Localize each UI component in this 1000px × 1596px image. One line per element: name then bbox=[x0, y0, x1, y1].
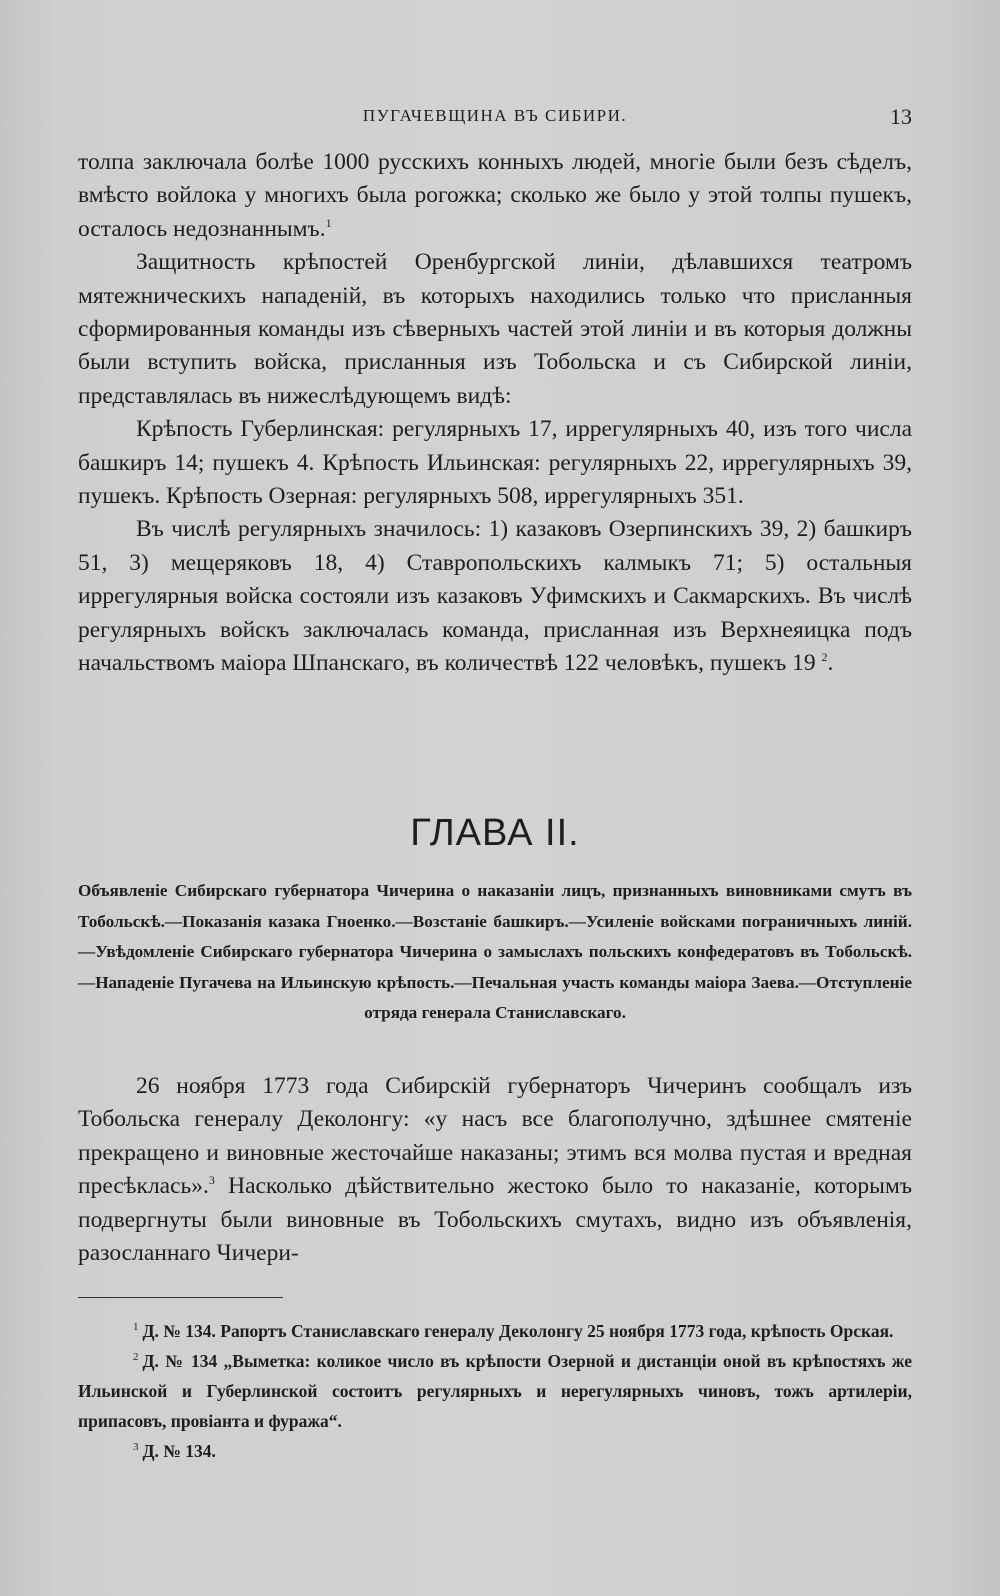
footnote-2: $^2$ Д. № 134 „Выметка: коликое число въ крѣпости Озерной и дистанціи оной въ крѣпостяхъ же Ильинской и Губерлинской состоитъ регулярныхъ и нерегулярныхъ чиновъ, тожъ артилеріи, припасовъ, провіанта и фуража“. bbox=[78, 1351, 912, 1431]
footnote-ref-1: 1 bbox=[325, 215, 332, 230]
chapter-title: ГЛАВА II. bbox=[410, 812, 580, 854]
footnotes bbox=[78, 1316, 912, 1466]
page-number: 13 bbox=[890, 104, 912, 129]
footnote-3: $^3$ Д. № 134. bbox=[133, 1441, 216, 1461]
footnote-divider bbox=[78, 1297, 283, 1298]
footnote-ref-2: 2 bbox=[821, 650, 828, 665]
footnote-1: $^1$ Д. № 134. Рапортъ Станиславскаго генералу Деколонгу 25 ноября 1773 года, крѣпость Орская. bbox=[133, 1321, 894, 1341]
paragraph-1: толпа заключала болѣе 1000 русскихъ конныхъ людей, многіе были безъ сѣделъ, вмѣсто войлока у многихъ была рогожка; сколько же было у этой толпы пушекъ, осталось недознаннымъ.$^1$ bbox=[78, 149, 912, 242]
paragraph-3: Крѣпость Губерлинская: регулярныхъ 17, иррегулярныхъ 40, изъ того числа башкиръ 14; пушекъ 4. Крѣпость Ильинская: регулярныхъ 22, иррегулярныхъ 39, пушекъ. Крѣпость Озерная: регулярныхъ 508, иррегулярныхъ 351. bbox=[78, 416, 912, 510]
main-text bbox=[78, 146, 912, 681]
paragraph-2: Защитность крѣпостей Оренбургской линіи, дѣлавшихся театромъ мятежническихъ нападеній, въ которыхъ находились только что присланныя сформированныя команды изъ сѣверныхъ частей этой линіи и въ которыя должны были вступить войска, присланныя изъ Тобольска и съ Сибирской линіи, представлялась въ нижеслѣдующемъ видѣ: bbox=[78, 249, 912, 409]
chapter-text bbox=[78, 1070, 912, 1270]
running-head: ПУГАЧЕВЩИНА ВЪ СИБИРИ. bbox=[362, 106, 628, 125]
chapter-summary: Объявленіе Сибирскаго губернатора Чичерина о наказаніи лицъ, признанныхъ виновниками смутъ въ Тобольскѣ.—Показанія казака Гноенко.—Возстаніе башкиръ.—Усиленіе войсками пограничныхъ линій.—Увѣдомленіе Сибирскаго губернатора Чичерина о замыслахъ польскихъ конфедератовъ въ Тобольскѣ.—Нападеніе Пугачева на Ильинскую крѣпость.—Печальная участь команды маіора Заева.—Отступленіе отряда генерала Станиславскаго. bbox=[78, 881, 912, 1022]
paragraph-4: Въ числѣ регулярныхъ значилось: 1) казаковъ Озерпинскихъ 39, 2) башкиръ 51, 3) мещеряковъ 18, 4) Ставропольскихъ калмыкъ 71; 5) остальныя иррегулярныя войска состояли изъ казаковъ Уфимскихъ и Сакмарскихъ. Въ числѣ регулярныхъ войскъ заключалась команда, присланная изъ Верхнеяицка подъ начальствомъ маіора Шпанскаго, въ количествѣ 122 человѣкъ, пушекъ 19 $^2$. bbox=[78, 516, 912, 677]
page-header bbox=[78, 104, 912, 132]
chapter-paragraph: 26 ноября 1773 года Сибирскій губернаторъ Чичеринъ сообщалъ изъ Тобольска генералу Деколонгу: «у насъ все благополучно, здѣшнее смятеніе прекращено и виновные жесточайше наказаны; этимъ вся молва пустая и вредная пресѣклась».$^3$ Насколько дѣйствительно жестоко было то наказаніе, которымъ подвергнуты были виновные въ Тобольскихъ смутахъ, видно изъ объявленія, разосланнаго Чичери- bbox=[78, 1073, 912, 1267]
footnote-ref-3: 3 bbox=[208, 1173, 215, 1188]
